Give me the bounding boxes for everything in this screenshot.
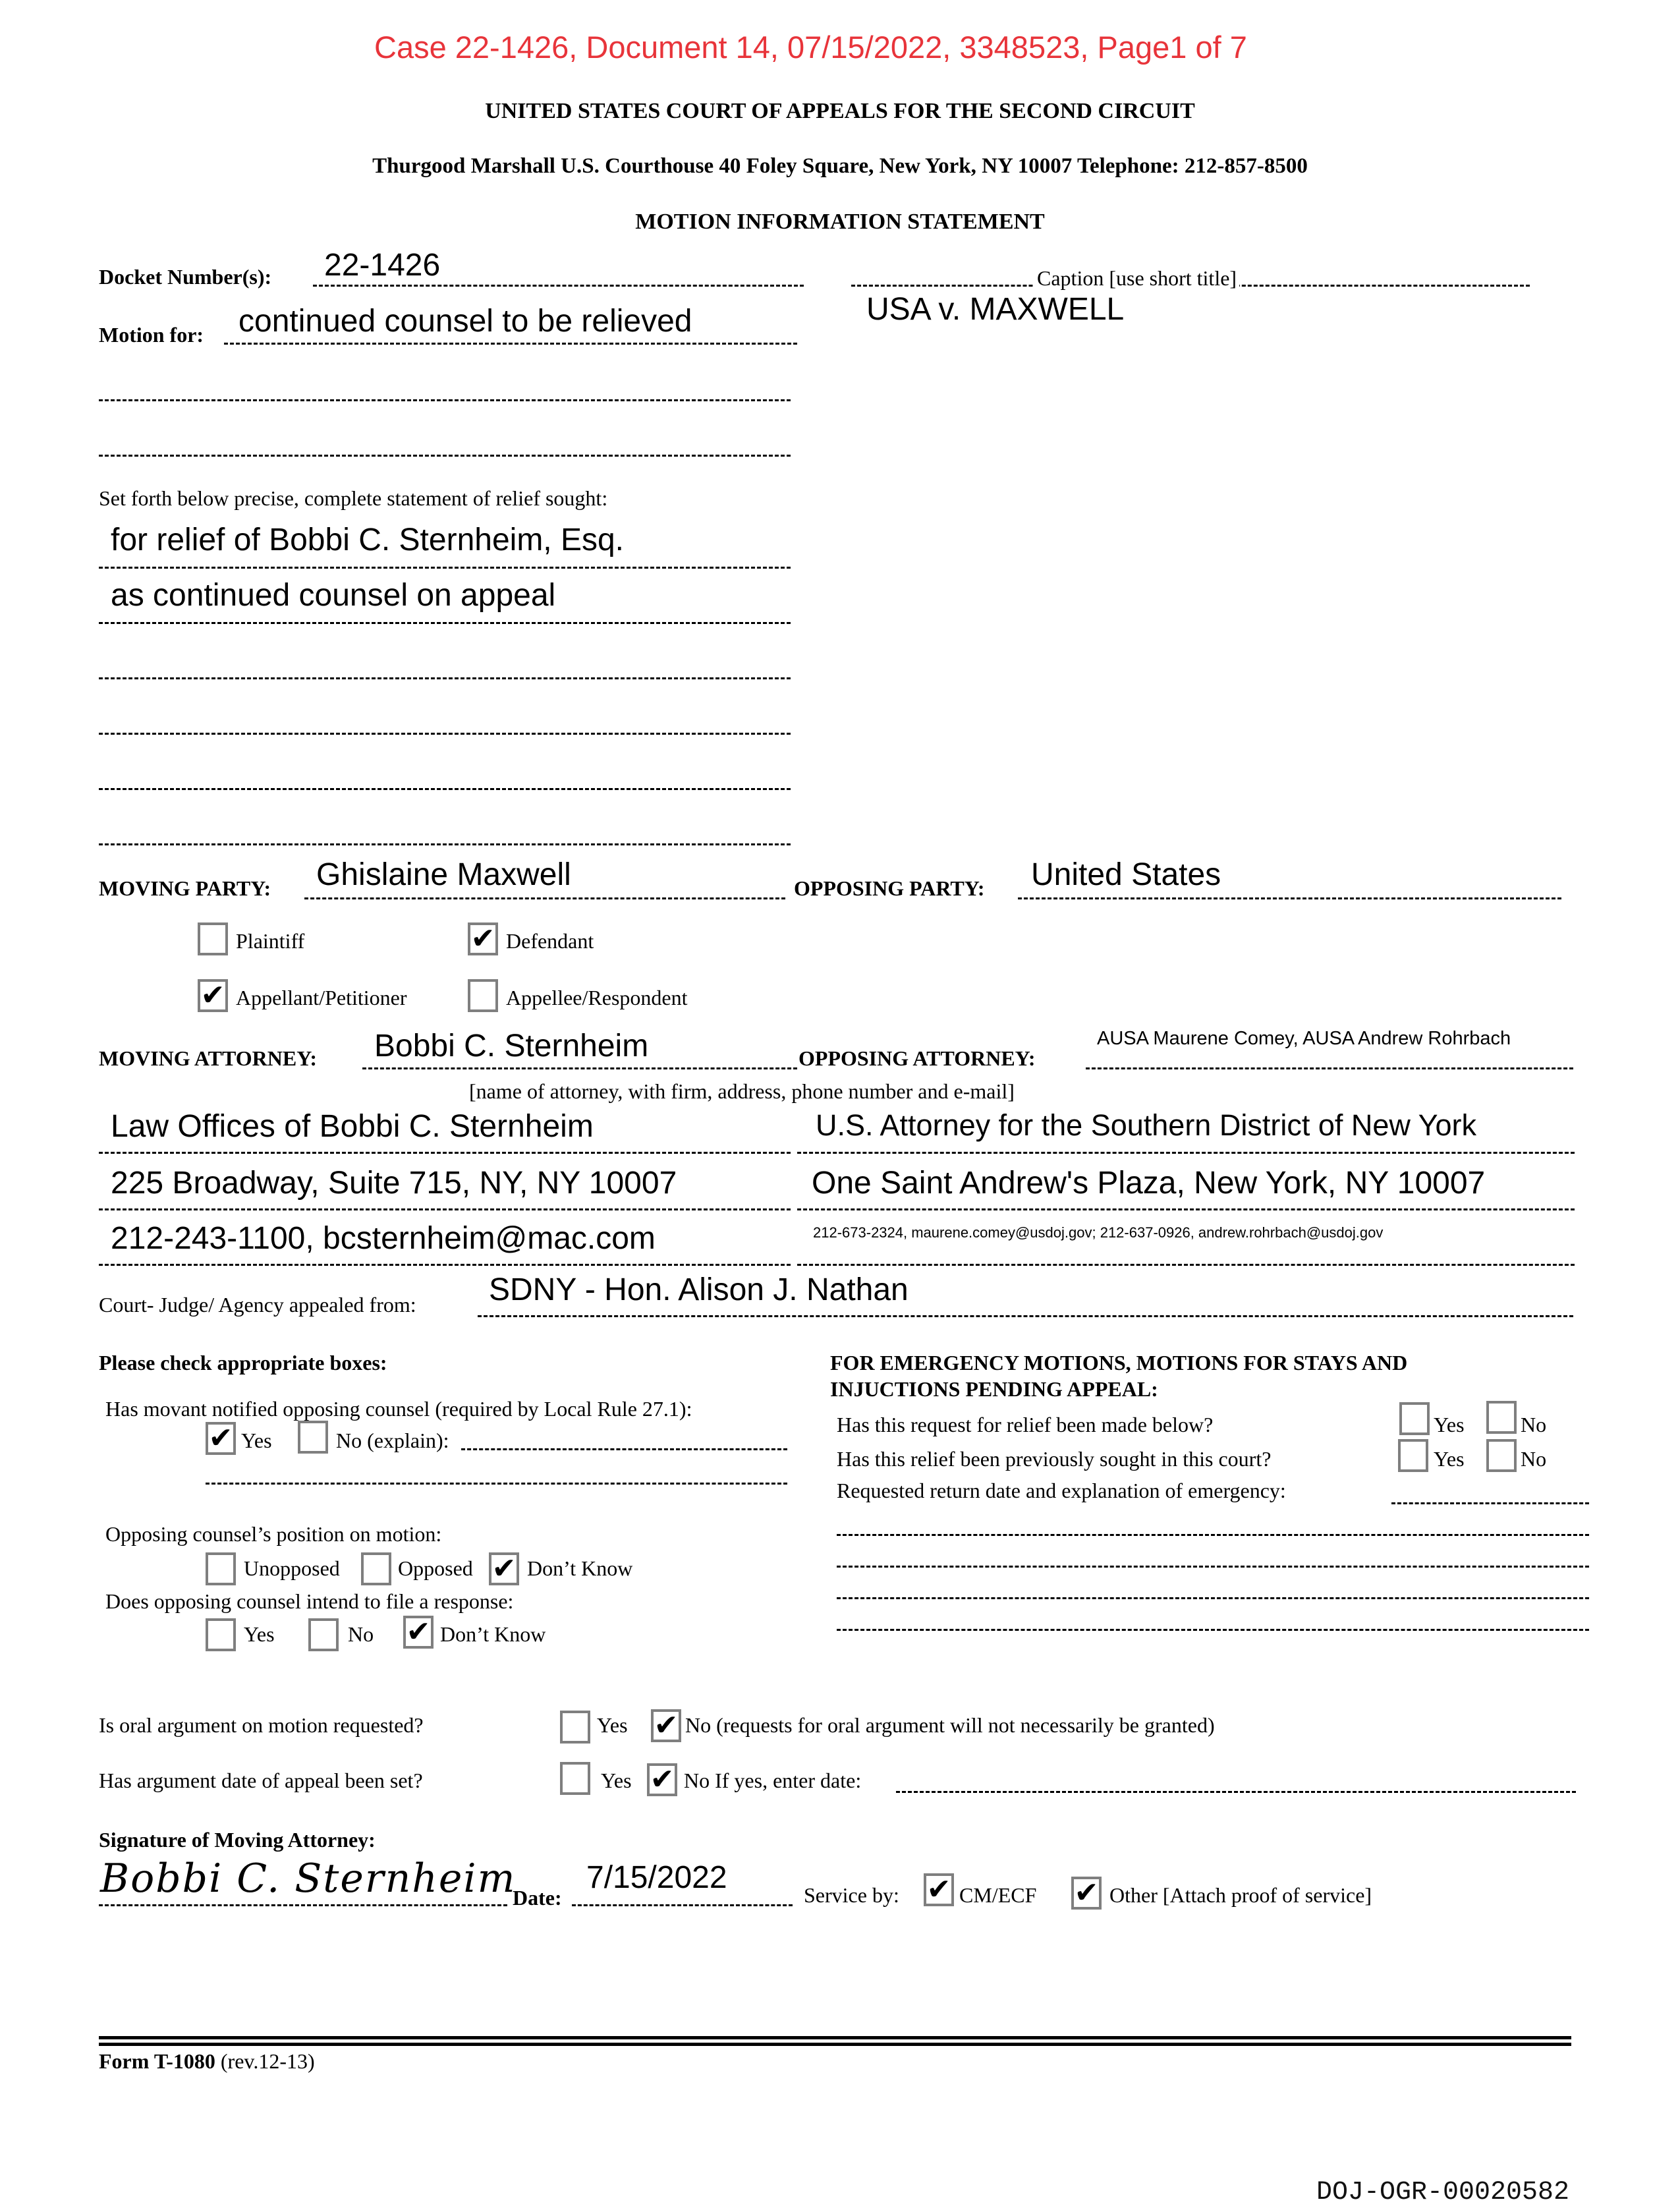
- motion-for-label: Motion for:: [99, 323, 204, 347]
- checkmark-icon: ✔: [200, 978, 225, 1012]
- motion-for-line-3: [99, 455, 791, 457]
- emergency-heading-1: FOR EMERGENCY MOTIONS, MOTIONS FOR STAYS AND: [830, 1351, 1408, 1375]
- response-no-checkbox[interactable]: [308, 1618, 339, 1651]
- argument-date-yes-label: Yes: [601, 1769, 632, 1792]
- unopposed-label: Unopposed: [244, 1556, 340, 1580]
- plaintiff-label: Plaintiff: [236, 929, 305, 953]
- return-date-label: Requested return date and explanation of emergency:: [837, 1479, 1286, 1502]
- emergency-rule-1: [837, 1534, 1589, 1536]
- relief-rule-6: [99, 843, 791, 845]
- moving-attorney-rule-1: [99, 1152, 791, 1154]
- made-below-yes-checkbox[interactable]: [1399, 1402, 1430, 1435]
- motion-for-line: [224, 343, 797, 345]
- moving-party-field[interactable]: Ghislaine Maxwell: [316, 857, 571, 892]
- moving-attorney-rule-2: [99, 1208, 791, 1210]
- notified-no-label: No (explain):: [336, 1429, 449, 1452]
- opposing-attorney-line: [1086, 1067, 1573, 1069]
- opposed-label: Opposed: [398, 1556, 473, 1580]
- form-revision: (rev.12-13): [220, 2049, 315, 2073]
- argument-date-line: [896, 1791, 1576, 1793]
- opposing-attorney-rule-2: [797, 1208, 1575, 1210]
- caption-field[interactable]: USA v. MAXWELL: [866, 292, 1125, 327]
- motion-for-field[interactable]: continued counsel to be relieved: [238, 304, 692, 339]
- service-other-label: Other [Attach proof of service]: [1109, 1883, 1372, 1907]
- oral-argument-no-checkbox[interactable]: [651, 1709, 681, 1742]
- appellant-label: Appellant/Petitioner: [236, 986, 407, 1009]
- sought-before-yes-checkbox[interactable]: [1398, 1439, 1428, 1472]
- argument-date-question: Has argument date of appeal been set?: [99, 1769, 423, 1792]
- form-id: Form T-1080: [99, 2049, 215, 2073]
- service-by-label: Service by:: [804, 1883, 899, 1907]
- signature-label: Signature of Moving Attorney:: [99, 1828, 376, 1852]
- made-below-yes-label: Yes: [1434, 1413, 1465, 1436]
- checkmark-icon: ✔: [491, 1552, 517, 1585]
- response-no-label: No: [348, 1622, 374, 1646]
- page-title: MOTION INFORMATION STATEMENT: [635, 210, 1045, 234]
- response-dont-know-label: Don’t Know: [440, 1622, 546, 1646]
- relief-label: Set forth below precise, complete statement of relief sought:: [99, 486, 608, 510]
- opposing-attorney-rule-3: [797, 1264, 1575, 1266]
- relief-rule-2: [99, 622, 791, 624]
- checkmark-icon: ✔: [470, 922, 495, 955]
- emergency-rule-3: [837, 1597, 1589, 1599]
- check-boxes-heading: Please check appropriate boxes:: [99, 1351, 387, 1375]
- unopposed-checkbox[interactable]: [206, 1552, 236, 1585]
- relief-line-1[interactable]: for relief of Bobbi C. Sternheim, Esq.: [111, 523, 625, 557]
- opposing-attorney-address[interactable]: One Saint Andrew's Plaza, New York, NY 10007: [812, 1166, 1486, 1201]
- relief-rule-5: [99, 788, 791, 790]
- checkmark-icon: ✔: [654, 1709, 679, 1742]
- made-below-no-checkbox[interactable]: [1486, 1401, 1517, 1434]
- argument-date-no-checkbox[interactable]: [647, 1763, 677, 1796]
- moving-attorney-rule-3: [99, 1264, 791, 1266]
- court-address: Thurgood Marshall U.S. Courthouse 40 Foley Square, New York, NY 10007 Telephone: 212-857-8500: [372, 154, 1308, 178]
- emergency-rule-4: [837, 1629, 1589, 1631]
- checkmark-icon: ✔: [406, 1615, 431, 1649]
- docket-stamp: Case 22-1426, Document 14, 07/15/2022, 3348523, Page1 of 7: [374, 30, 1247, 65]
- relief-rule-3: [99, 677, 791, 679]
- opposing-attorney-rule-1: [797, 1152, 1575, 1154]
- response-dont-know-checkbox[interactable]: [403, 1616, 434, 1649]
- motion-for-line-2: [99, 399, 791, 401]
- court-appealed-field[interactable]: SDNY - Hon. Alison J. Nathan: [489, 1272, 909, 1307]
- checkmark-icon: ✔: [1074, 1876, 1099, 1910]
- docket-field-line: [313, 285, 804, 287]
- made-below-question: Has this request for relief been made below?: [837, 1413, 1214, 1436]
- defendant-label: Defendant: [506, 929, 594, 953]
- notified-yes-label: Yes: [241, 1429, 272, 1452]
- court-appealed-label: Court- Judge/ Agency appealed from:: [99, 1293, 416, 1317]
- date-field[interactable]: 7/15/2022: [586, 1860, 727, 1895]
- moving-attorney-line: [362, 1067, 797, 1069]
- docket-label: Docket Number(s):: [99, 265, 272, 289]
- docket-number-field[interactable]: 22-1426: [324, 248, 441, 283]
- court-name: UNITED STATES COURT OF APPEALS FOR THE SECOND CIRCUIT: [485, 99, 1195, 123]
- notified-explain-line-2: [206, 1483, 787, 1485]
- opposing-party-line: [1018, 897, 1561, 899]
- relief-rule-4: [99, 733, 791, 735]
- moving-attorney-address[interactable]: 225 Broadway, Suite 715, NY, NY 10007: [111, 1166, 677, 1201]
- moving-attorney-name[interactable]: Bobbi C. Sternheim: [374, 1029, 649, 1063]
- bates-number: DOJ-OGR-00020582: [1316, 2178, 1570, 2207]
- footer-rule-top: [99, 2036, 1571, 2039]
- moving-attorney-firm[interactable]: Law Offices of Bobbi C. Sternheim: [111, 1109, 594, 1144]
- position-dont-know-label: Don’t Know: [527, 1556, 633, 1580]
- opposing-attorney-name[interactable]: AUSA Maurene Comey, AUSA Andrew Rohrbach: [1097, 1028, 1511, 1049]
- argument-date-no-label: No If yes, enter date:: [684, 1769, 862, 1792]
- checkmark-icon: ✔: [650, 1763, 675, 1796]
- oral-argument-yes-checkbox[interactable]: [560, 1711, 590, 1744]
- notified-yes-checkbox[interactable]: [206, 1422, 236, 1455]
- attorney-info-hint: [name of attorney, with firm, address, phone number and e-mail]: [469, 1079, 1015, 1103]
- plaintiff-checkbox[interactable]: [198, 922, 228, 955]
- moving-attorney-contact[interactable]: 212-243-1100, bcsternheim@mac.com: [111, 1221, 656, 1256]
- opposing-party-field[interactable]: United States: [1031, 857, 1221, 892]
- opposed-checkbox[interactable]: [361, 1552, 391, 1585]
- sought-before-no-checkbox[interactable]: [1486, 1439, 1517, 1472]
- argument-date-yes-checkbox[interactable]: [560, 1762, 590, 1795]
- checkmark-icon: ✔: [926, 1873, 951, 1906]
- form-identifier: [99, 2049, 315, 2074]
- date-label: Date:: [513, 1886, 562, 1910]
- appellant-checkbox[interactable]: [198, 979, 228, 1012]
- relief-rule-1: [99, 567, 791, 569]
- opposing-attorney-label: OPPOSING ATTORNEY:: [798, 1046, 1036, 1070]
- return-date-line: [1391, 1502, 1589, 1504]
- oral-argument-question: Is oral argument on motion requested?: [99, 1713, 424, 1737]
- service-cmecf-label: CM/ECF: [959, 1883, 1037, 1907]
- service-cmecf-checkbox[interactable]: [924, 1873, 954, 1906]
- defendant-checkbox[interactable]: [468, 922, 498, 955]
- date-line: [572, 1904, 793, 1906]
- appellee-label: Appellee/Respondent: [506, 986, 688, 1009]
- response-question: Does opposing counsel intend to file a response:: [105, 1589, 514, 1613]
- sought-before-yes-label: Yes: [1434, 1447, 1465, 1471]
- signature-line: [99, 1904, 507, 1906]
- court-appealed-line: [478, 1315, 1573, 1317]
- checkmark-icon: ✔: [208, 1421, 233, 1455]
- notified-explain-line: [461, 1448, 787, 1450]
- position-dont-know-checkbox[interactable]: [489, 1552, 519, 1585]
- position-question: Opposing counsel’s position on motion:: [105, 1522, 442, 1546]
- emergency-rule-2: [837, 1566, 1589, 1568]
- notified-no-checkbox[interactable]: [298, 1421, 328, 1454]
- oral-argument-yes-label: Yes: [597, 1713, 628, 1737]
- made-below-no-label: No: [1521, 1413, 1547, 1436]
- opposing-attorney-contact[interactable]: 212-673-2324, maurene.comey@usdoj.gov; 212-637-0926, andrew.rohrbach@usdoj.gov: [813, 1224, 1384, 1241]
- relief-line-2[interactable]: as continued counsel on appeal: [111, 578, 556, 613]
- emergency-heading-2: INJUCTIONS PENDING APPEAL:: [830, 1377, 1158, 1401]
- moving-attorney-label: MOVING ATTORNEY:: [99, 1046, 318, 1070]
- attorney-signature[interactable]: Bobbi C. Sternheim: [100, 1856, 517, 1902]
- sought-before-no-label: No: [1521, 1447, 1547, 1471]
- appellee-checkbox[interactable]: [468, 979, 498, 1012]
- sought-before-question: Has this relief been previously sought in this court?: [837, 1447, 1272, 1471]
- opposing-party-label: OPPOSING PARTY:: [794, 876, 985, 900]
- moving-party-line: [304, 897, 785, 899]
- oral-argument-no-label: No (requests for oral argument will not necessarily be granted): [685, 1713, 1215, 1737]
- footer-rule-bottom: [99, 2043, 1571, 2046]
- opposing-attorney-office[interactable]: U.S. Attorney for the Southern District of New York: [816, 1108, 1476, 1142]
- notified-question: Has movant notified opposing counsel (required by Local Rule 27.1):: [105, 1397, 692, 1421]
- response-yes-checkbox[interactable]: [206, 1618, 236, 1651]
- moving-party-label: MOVING PARTY:: [99, 876, 271, 900]
- caption-label: Caption [use short title]: [1034, 266, 1239, 291]
- service-other-checkbox[interactable]: [1071, 1877, 1102, 1910]
- response-yes-label: Yes: [244, 1622, 275, 1646]
